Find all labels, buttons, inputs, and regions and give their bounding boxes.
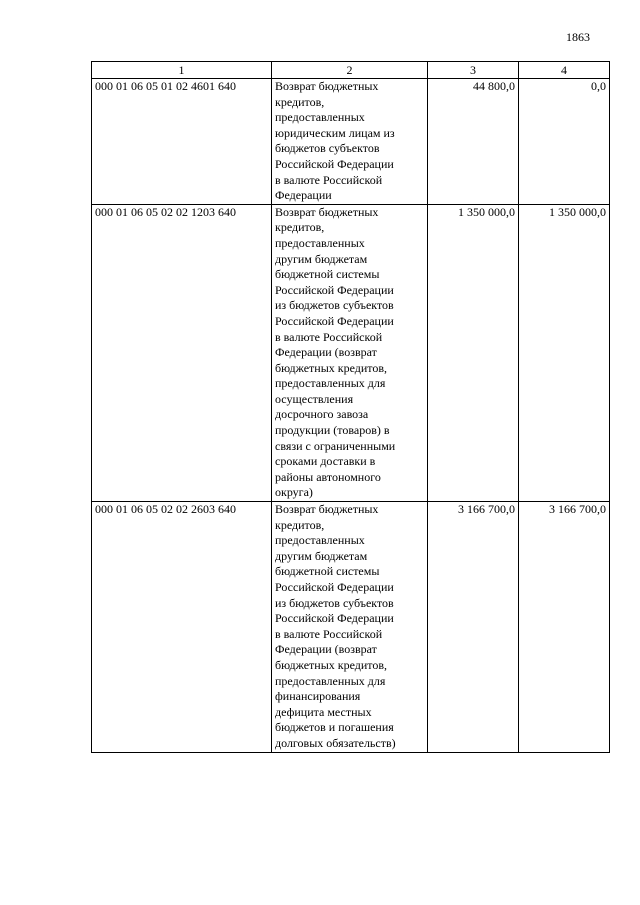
item-name-line: предоставленных — [275, 235, 365, 250]
item-name-line: Возврат бюджетных — [275, 204, 379, 219]
item-name-cell — [272, 502, 428, 753]
item-name-line: бюджетов и погашения — [275, 720, 394, 735]
amount-col4-cell: 1 350 000,0 — [519, 204, 610, 501]
item-name-line: районы автономного — [275, 469, 381, 484]
item-name-line: финансирования — [275, 689, 361, 704]
item-name-line: бюджетной системы — [275, 564, 380, 579]
item-name-line: Российской Федерации — [275, 282, 394, 297]
item-name-line: предоставленных — [275, 110, 365, 125]
item-name-cell — [272, 79, 428, 205]
item-name-cell — [272, 204, 428, 501]
column-header-1: 1 — [92, 62, 272, 79]
table-body — [92, 79, 610, 753]
page-number: 1863 — [566, 30, 590, 44]
item-name-line: осуществления — [275, 391, 354, 406]
item-name-line: продукции (товаров) в — [275, 423, 390, 438]
item-name-line: Федерации — [275, 188, 332, 203]
column-header-3: 3 — [428, 62, 519, 79]
amount-col4-cell: 3 166 700,0 — [519, 502, 610, 753]
item-name-line: сроками доставки в — [275, 454, 376, 469]
item-name-line: Федерации (возврат — [275, 345, 377, 360]
amount-col3-cell: 3 166 700,0 — [428, 502, 519, 753]
item-name-line: Российской Федерации — [275, 611, 394, 626]
item-name-line: Российской Федерации — [275, 313, 394, 328]
item-name-line: в валюте Российской — [275, 172, 383, 187]
item-name-line: кредитов, — [275, 517, 325, 532]
amount-col3-cell: 44 800,0 — [428, 79, 519, 205]
table-row — [92, 204, 610, 501]
item-name-line: из бюджетов субъектов — [275, 595, 394, 610]
item-name-line: округа) — [275, 485, 313, 500]
item-name-line: в валюте Российской — [275, 626, 383, 641]
item-name-line: юридическим лицам из — [275, 125, 395, 140]
table-row — [92, 79, 610, 205]
item-name-line: бюджетных кредитов, — [275, 360, 388, 375]
item-name-line: Федерации (возврат — [275, 642, 377, 657]
budget-code-cell: 000 01 06 05 02 02 2603 640 — [92, 502, 272, 753]
item-name-line: кредитов, — [275, 220, 325, 235]
amount-col3-cell: 1 350 000,0 — [428, 204, 519, 501]
item-name-line: предоставленных для — [275, 376, 386, 391]
table-header-row — [92, 62, 610, 79]
item-name-line: другим бюджетам — [275, 251, 368, 266]
budget-code-cell: 000 01 06 05 02 02 1203 640 — [92, 204, 272, 501]
budget-sources-table — [91, 61, 610, 753]
item-name-line: бюджетов субъектов — [275, 141, 380, 156]
column-header-4: 4 — [519, 62, 610, 79]
item-name-line: Возврат бюджетных — [275, 79, 379, 93]
item-name-line: предоставленных для — [275, 673, 386, 688]
item-name-line: досрочного завоза — [275, 407, 369, 422]
item-name-line: Российской Федерации — [275, 580, 394, 594]
item-name-line: Возврат бюджетных — [275, 502, 379, 517]
item-name-line: бюджетных кредитов, — [275, 657, 388, 672]
item-name-line: другим бюджетам — [275, 548, 368, 563]
item-name-line: кредитов, — [275, 94, 325, 109]
item-name-line: Российской Федерации — [275, 156, 394, 171]
budget-code-cell: 000 01 06 05 01 02 4601 640 — [92, 79, 272, 205]
item-name-line: предоставленных — [275, 533, 365, 548]
item-name-line: в валюте Российской — [275, 329, 383, 344]
item-name-line: долговых обязательств) — [275, 735, 396, 750]
table-row — [92, 502, 610, 753]
amount-col4-cell: 0,0 — [519, 79, 610, 205]
item-name-line: бюджетной системы — [275, 267, 380, 282]
column-header-2: 2 — [272, 62, 428, 79]
item-name-line: связи с ограниченными — [275, 438, 396, 453]
item-name-line: из бюджетов субъектов — [275, 298, 394, 313]
item-name-line: дефицита местных — [275, 704, 372, 719]
